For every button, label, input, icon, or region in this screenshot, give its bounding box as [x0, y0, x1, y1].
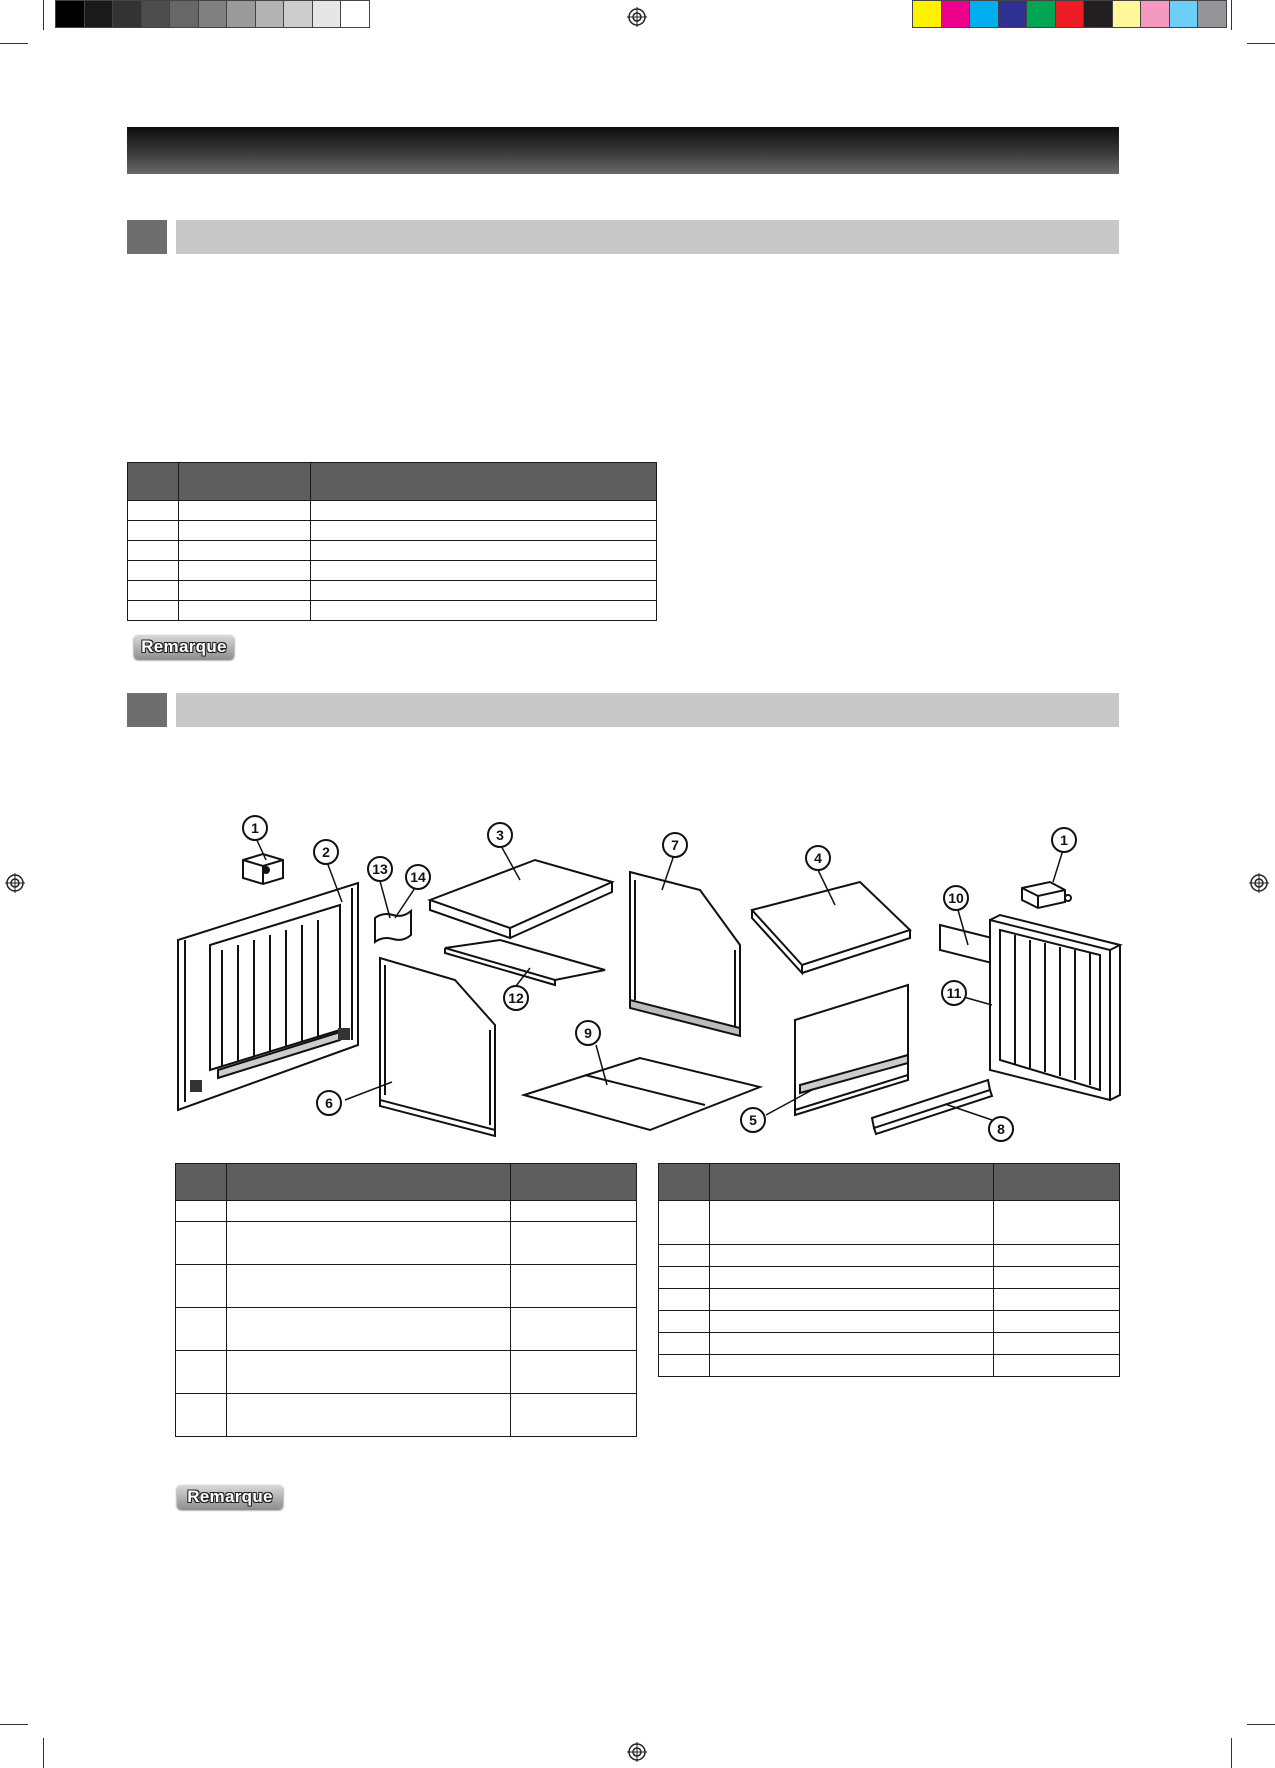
exploded-parts-diagram	[150, 800, 1130, 1150]
table-row	[128, 521, 657, 541]
color-swatch	[1140, 0, 1170, 28]
color-swatch	[941, 0, 971, 28]
callout-label: 4	[814, 850, 822, 866]
part-front-grille-panel	[178, 883, 358, 1110]
gray-swatch	[255, 0, 285, 28]
table-header-row	[176, 1164, 637, 1201]
table-row	[128, 541, 657, 561]
callout-label: 5	[749, 1112, 757, 1128]
section-2-heading-bar	[176, 693, 1119, 727]
part-side-panel-6	[380, 958, 495, 1136]
callout-label: 12	[508, 990, 524, 1006]
table-header-cell	[179, 463, 311, 501]
table-row	[176, 1265, 637, 1308]
table-row	[659, 1355, 1120, 1377]
gray-swatch	[141, 0, 171, 28]
callout-label: 8	[997, 1121, 1005, 1137]
part-rail-12	[445, 940, 605, 985]
table-header-row	[659, 1164, 1120, 1201]
crosshair-icon	[627, 7, 647, 27]
color-swatch	[1083, 0, 1113, 28]
color-swatch	[912, 0, 942, 28]
table-header-cell	[311, 463, 657, 501]
page-title-band	[127, 127, 1119, 174]
remarque-badge: Remarque	[134, 635, 234, 659]
part-rail-8	[872, 1080, 992, 1134]
parts-table-right	[658, 1163, 1120, 1377]
crosshair-icon	[627, 1742, 647, 1762]
table-row	[128, 581, 657, 601]
gray-swatch	[283, 0, 313, 28]
table-row	[176, 1351, 637, 1394]
table-row	[128, 501, 657, 521]
gray-swatch	[112, 0, 142, 28]
crop-mark	[43, 0, 44, 30]
table-row	[176, 1222, 637, 1265]
part-damper-box-11	[990, 915, 1120, 1100]
callout-label: 10	[948, 890, 964, 906]
table-row	[659, 1333, 1120, 1355]
table-row	[659, 1201, 1120, 1245]
gray-swatch	[340, 0, 370, 28]
crosshair-icon	[1249, 873, 1269, 893]
callout-label: 14	[410, 869, 426, 885]
table-row	[128, 601, 657, 621]
crop-mark	[1247, 43, 1275, 44]
callout-label: 1	[1060, 832, 1068, 848]
gray-swatch	[55, 0, 85, 28]
crosshair-icon	[5, 873, 25, 893]
remarque-badge: Remarque	[177, 1485, 283, 1509]
part-bracket-left	[243, 854, 283, 884]
part-bracket-right	[1022, 882, 1071, 908]
table-row	[176, 1394, 637, 1437]
color-swatch	[1112, 0, 1142, 28]
color-swatch	[1026, 0, 1056, 28]
callout-label: 7	[671, 837, 679, 853]
callout-label: 3	[496, 827, 504, 843]
callout-label: 11	[946, 985, 962, 1001]
part-sheet	[375, 911, 411, 942]
table-header-cell	[128, 463, 179, 501]
table-row	[659, 1267, 1120, 1289]
section-1-heading-bar	[176, 220, 1119, 254]
gray-swatch	[226, 0, 256, 28]
callout-label: 6	[325, 1095, 333, 1111]
part-top-plate	[430, 860, 612, 938]
crop-mark	[43, 1738, 44, 1768]
crop-mark	[1231, 1738, 1232, 1768]
section-2-number-box	[127, 693, 167, 727]
color-swatch	[1055, 0, 1085, 28]
callout-label: 1	[251, 820, 259, 836]
crop-mark	[0, 43, 28, 44]
table-row	[176, 1201, 637, 1222]
gray-swatch	[198, 0, 228, 28]
table-row	[176, 1308, 637, 1351]
crop-mark	[0, 1724, 28, 1725]
gray-swatch	[312, 0, 342, 28]
gray-swatch	[169, 0, 199, 28]
table-row	[659, 1311, 1120, 1333]
gray-swatch	[84, 0, 114, 28]
section-1-number-box	[127, 220, 167, 254]
parts-table-left	[175, 1163, 637, 1437]
callout-label: 9	[584, 1025, 592, 1041]
color-swatch	[1169, 0, 1199, 28]
parts-table-1	[127, 462, 657, 621]
table-header-row	[128, 463, 657, 501]
table-row	[128, 561, 657, 581]
color-swatch	[1197, 0, 1227, 28]
crop-mark	[1247, 1724, 1275, 1725]
color-swatch	[998, 0, 1028, 28]
part-side-panel-7	[630, 872, 740, 1036]
table-row	[659, 1289, 1120, 1311]
part-base-sheet-9	[524, 1058, 760, 1130]
callout-label: 2	[322, 844, 330, 860]
part-back-panel-5	[795, 985, 908, 1115]
callout-label: 13	[372, 861, 388, 877]
color-swatch	[969, 0, 999, 28]
table-row	[659, 1245, 1120, 1267]
crop-mark	[1231, 0, 1232, 30]
